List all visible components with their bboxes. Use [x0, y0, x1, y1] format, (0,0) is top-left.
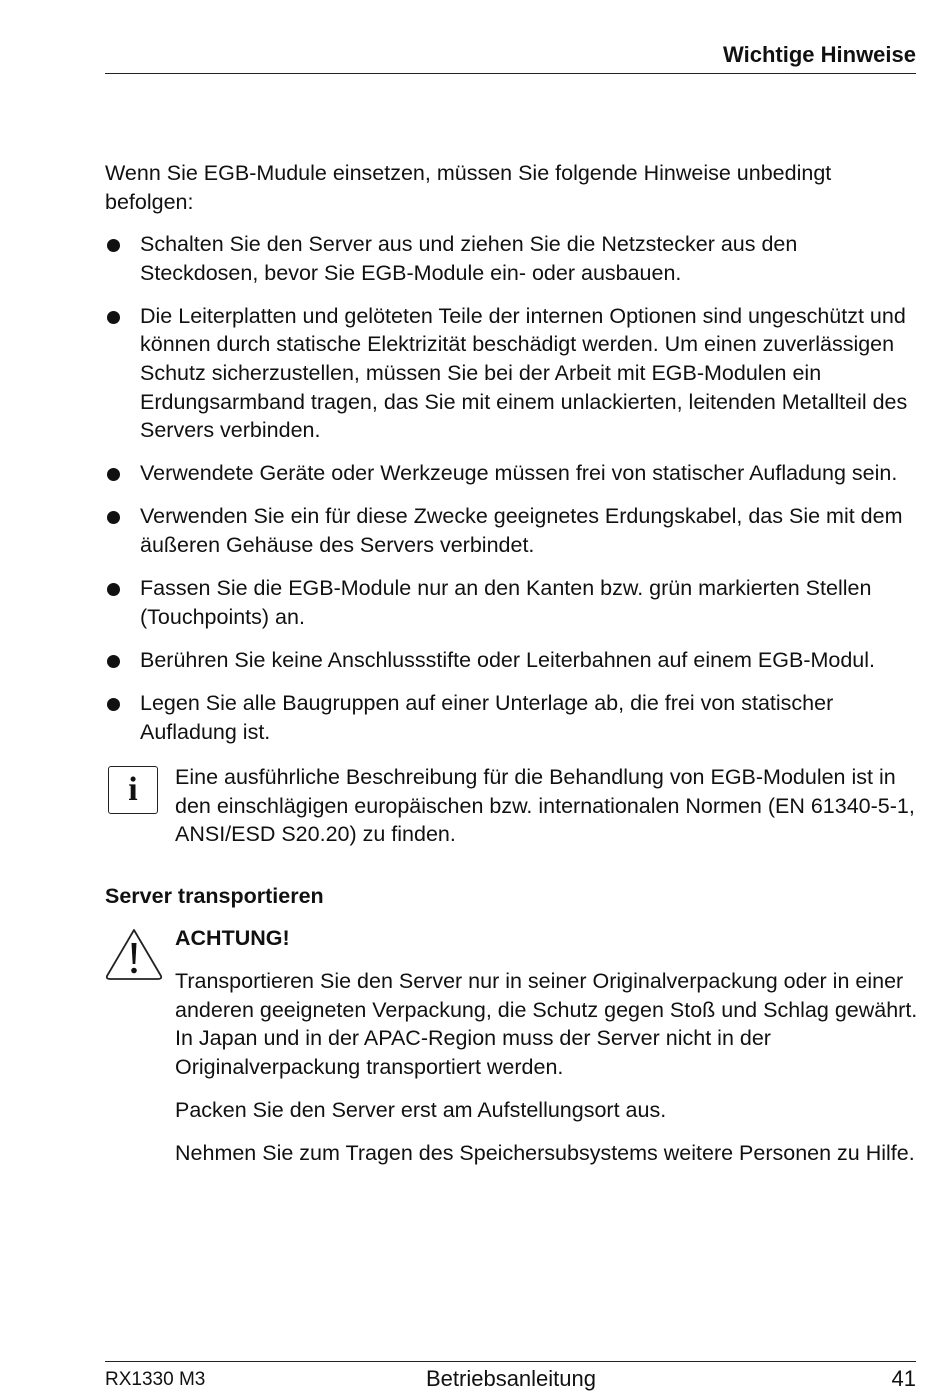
list-item-text: Fassen Sie die EGB-Module nur an den Kanten bzw. grün markierten Stellen (Touchpoints) an. — [140, 576, 872, 629]
warning-title: ACHTUNG! — [175, 926, 290, 951]
warning-text-line: Transportieren Sie den Server nur in seiner Originalverpackung oder in einer anderen geeigneten Verpackung, die Schutz gegen Stoß und Schlag gewährt. — [175, 969, 918, 1022]
list-item — [105, 574, 920, 631]
warning-paragraph — [175, 967, 920, 1081]
bullet-icon — [107, 511, 120, 524]
warning-triangle-icon — [103, 926, 165, 982]
page-number: 41 — [891, 1366, 916, 1391]
header-title: Wichtige Hinweise — [723, 42, 916, 67]
info-icon: i — [108, 766, 158, 814]
list-item-text: Verwendete Geräte oder Werkzeuge müssen frei von statischer Aufladung sein. — [140, 461, 898, 486]
warning-paragraph: Packen Sie den Server erst am Aufstellungsort aus. — [175, 1097, 667, 1122]
warning-block — [105, 924, 920, 1167]
bullet-icon — [107, 468, 120, 481]
list-item — [105, 502, 920, 559]
info-note-text: Eine ausführliche Beschreibung für die Behandlung von EGB-Modulen ist in den einschlägigen europäischen bzw. internationalen Normen (EN 61340-5-1, ANSI/ESD S20.20) zu finden. — [175, 765, 915, 847]
main-content — [105, 159, 920, 1182]
list-item — [105, 302, 920, 445]
header-divider — [105, 73, 916, 74]
footer-doc-title: Betriebsanleitung — [425, 1366, 596, 1391]
list-item — [105, 230, 920, 287]
info-note — [105, 763, 920, 849]
list-item-text: Schalten Sie den Server aus und ziehen Sie die Netzstecker aus den Steckdosen, bevor Sie EGB-Module ein- oder ausbauen. — [140, 232, 798, 285]
warning-paragraph: Nehmen Sie zum Tragen des Speichersubsystems weitere Personen zu Hilfe. — [175, 1141, 915, 1166]
list-item-text: Berühren Sie keine Anschlussstifte oder Leiterbahnen auf einem EGB-Modul. — [140, 647, 876, 672]
section-heading: Server transportieren — [105, 883, 324, 908]
bullet-icon — [107, 698, 120, 711]
bullet-icon — [107, 583, 120, 596]
warning-text-line: In Japan und in der APAC-Region muss der Server nicht in der Originalverpackung transportiert werden. — [175, 1026, 771, 1079]
list-item-text: Verwenden Sie ein für diese Zwecke geeignetes Erdungskabel, das Sie mit dem äußeren Gehäuse des Servers verbindet. — [140, 504, 903, 558]
intro-paragraph: Wenn Sie EGB-Mudule einsetzen, müssen Sie folgende Hinweise unbedingt befolgen: — [105, 161, 832, 214]
bullet-icon — [107, 239, 120, 252]
list-item-text: Die Leiterplatten und gelöteten Teile der internen Optionen sind ungeschützt und können durch statische Elektrizität beschädigt werden. Um einen zuverlässigen Schutz sicherzustellen, müssen Sie bei der Arbeit mit EGB-Modulen ein Erdungsarmband tragen, das Sie mit einem unlackierten, leitenden Metallteil des Servers verbinden. — [140, 303, 908, 443]
list-item-text: Legen Sie alle Baugruppen auf einer Unterlage ab, die frei von statischer Aufladung ist. — [140, 690, 834, 744]
esd-guidelines-list — [105, 230, 920, 746]
list-item — [105, 459, 920, 488]
bullet-icon — [107, 655, 120, 668]
list-item — [105, 646, 920, 675]
list-item — [105, 689, 920, 746]
footer-model: RX1330 M3 — [105, 1369, 206, 1390]
bullet-icon — [107, 311, 120, 324]
footer-divider — [105, 1361, 916, 1362]
